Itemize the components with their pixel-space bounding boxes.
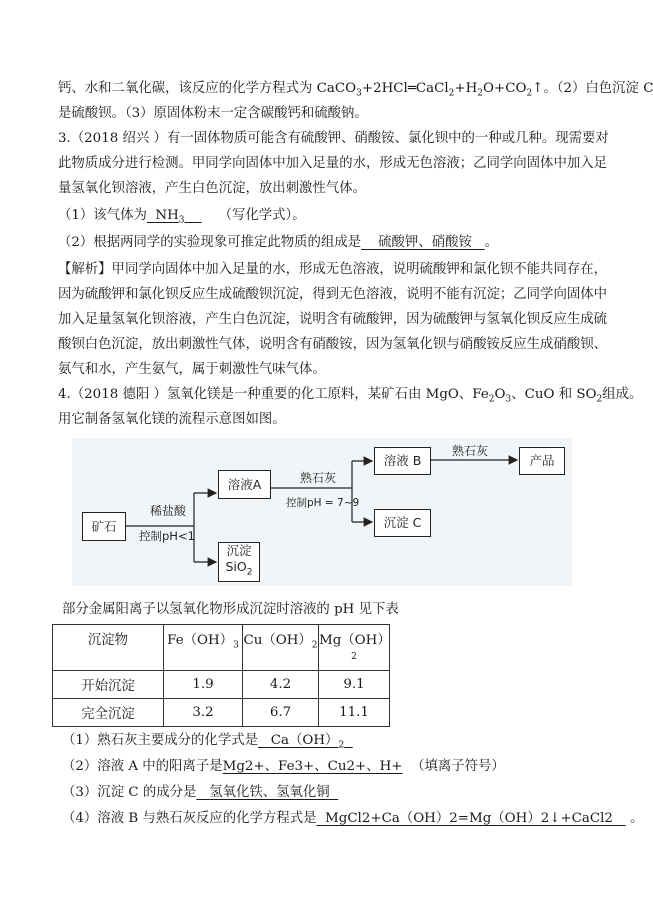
analysis-line-2: 因为硫酸钾和氯化钡反应生成硫酸钡沉淀，得到无色溶液，说明不能有沉淀；乙同学向固体中: [58, 287, 608, 302]
text-line-1: 钙、水和二氧化碳，该反应的化学方程式为 $CaCO_3+2HCl═CaCl_2+H_2O+CO_2↑$。（2）白色沉淀 C: [58, 81, 653, 99]
answer-gas: $NH_3$: [155, 208, 185, 226]
analysis-line-5: 氨气和水，产生氨气，属于刺激性气味气体。: [58, 362, 326, 377]
solution-a-box: 溶液A: [218, 470, 271, 499]
reagent-lime-label: 熟石灰: [300, 471, 337, 485]
table-header-cell: Mg（OH） 2: [319, 625, 390, 671]
flow-arrows: [72, 438, 572, 586]
answer-cations: Mg2+、Fe3+、Cu2+、H+: [222, 759, 403, 774]
table-header-row: [53, 625, 390, 671]
text-line-2: 是硫酸钡。（3）原固体粉末一定含碳酸钙和硫酸钠。: [58, 106, 368, 121]
solution-b-box: 溶液 B: [374, 447, 431, 475]
text-line-5: 量氢氧化钡溶液，产生白色沉淀，放出刺激性气体。: [58, 181, 366, 196]
text-line-4: 此物质成分进行检测。甲同学向固体中加入足量的水，形成无色溶液；乙同学向固体中加入足: [58, 156, 608, 171]
acid-condition-label: 控制pH<1: [139, 529, 195, 543]
question-4-part-4: （4）溶液 B 与熟石灰反应的化学方程式是 MgCl2+Ca（OH）2=Mg（OH）2↓+CaCl2 。: [62, 811, 644, 826]
question-4-intro: 4.（2018 德阳 ）氢氧化镁是一种重要的化工原料，某矿石由 MgO、$Fe_2O_3$、CuO 和 $SO_2$组成。: [58, 387, 643, 405]
precipitate-sio2-box: 沉淀 SiO$_2$: [218, 542, 260, 582]
flow-diagram: [72, 438, 572, 586]
ph-table: [52, 624, 390, 727]
reagent-lime-label-2: 熟石灰: [452, 444, 489, 458]
answer-precipitate-c: 氢氧化铁、氢氧化铜: [209, 785, 330, 800]
table-cell: 11.1: [319, 699, 390, 727]
table-cell: 9.1: [319, 671, 390, 699]
product-box: 产品: [519, 447, 565, 475]
table-caption: 部分金属阳离子以氢氧化物形成沉淀时溶液的 pH 见下表: [62, 602, 399, 617]
precipitate-c-box: 沉淀 C: [374, 509, 431, 537]
analysis-line-1: 【解析】甲同学向固体中加入足量的水，形成无色溶液，说明硫酸钾和氯化钡不能共同存在，: [58, 262, 608, 277]
table-row: [53, 671, 390, 699]
analysis-line-4: 酸钡白色沉淀，放出刺激性气体，说明含有硝酸铵，因为氢氧化钡与硝酸铵反应生成硝酸钡、: [58, 337, 608, 352]
question-3-part-1: （1）该气体为 $NH_3$ （写化学式）。: [58, 208, 306, 226]
text-line-14: 用它制备氢氧化镁的流程示意图如图。: [58, 412, 286, 427]
table-row: [53, 699, 390, 727]
table-header-cell: $Cu(OH)_2$: [243, 625, 319, 671]
question-4-part-1: （1）熟石灰主要成分的化学式是 $Ca(OH)_2$: [62, 731, 353, 751]
question-4-part-2: （2）溶液 A 中的阳离子是Mg2+、Fe3+、Cu2+、H+ （填离子符号）: [62, 759, 505, 774]
table-row-label: 完全沉淀: [53, 699, 164, 727]
question-3-intro: 3.（2018 绍兴 ）有一固体物质可能含有硫酸钾、硝酸铵、氯化钡中的一种或几种。现需要对: [58, 131, 609, 146]
table-header-cell: $Fe(OH)_3$: [164, 625, 243, 671]
reagent-acid-label: 稀盐酸: [150, 504, 187, 518]
table-cell: 4.2: [243, 671, 319, 699]
answer-composition: 硫酸钾、硝酸铵: [378, 235, 472, 250]
table-row-label: 开始沉淀: [53, 671, 164, 699]
question-3-part-2: （2）根据两同学的实验现象可推定此物质的组成是 硫酸钾、硝酸铵 。: [58, 235, 499, 250]
table-cell: 1.9: [164, 671, 243, 699]
answer-equation: MgCl2+Ca（OH）2=Mg（OH）2↓+CaCl2: [325, 811, 613, 826]
table-cell: 6.7: [243, 699, 319, 727]
ore-box: 矿石: [82, 512, 126, 541]
table-cell: 3.2: [164, 699, 243, 727]
question-4-part-3: （3）沉淀 C 的成分是 氢氧化铁、氢氧化铜: [62, 783, 338, 803]
analysis-line-3: 加入足量氢氧化钡溶液，产生白色沉淀，说明含有硫酸钾，因为硫酸钾与氢氧化钡反应生成硫: [58, 312, 608, 327]
answer-lime-formula: $Ca(OH)_2$: [270, 733, 345, 751]
lime-condition-label: 控制pH = 7~9: [286, 497, 360, 509]
table-header-cell: 沉淀物: [53, 625, 164, 671]
